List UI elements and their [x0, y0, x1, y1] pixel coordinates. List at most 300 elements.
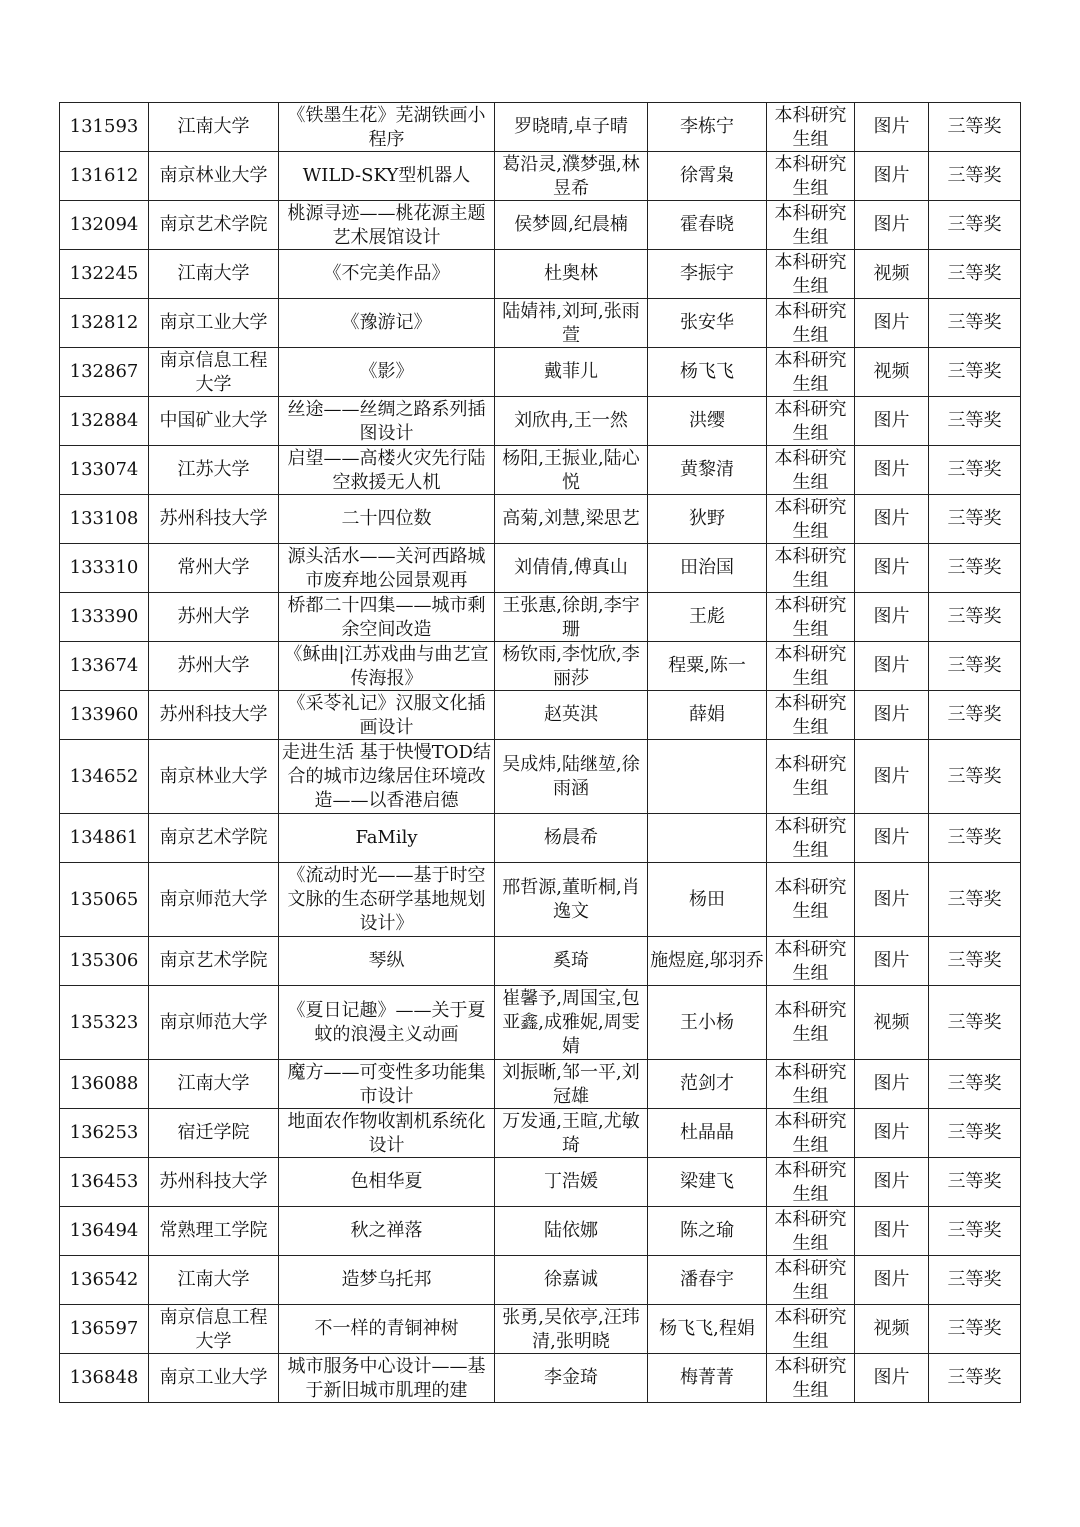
award-cell: [929, 1060, 1021, 1109]
authors-cell-text: 吴成炜,陆继堃,徐雨涵: [502, 753, 640, 799]
school-cell: [149, 446, 279, 495]
id-cell: [60, 1060, 149, 1109]
id-cell-text: 136453: [69, 1171, 139, 1192]
advisor-cell: [648, 1256, 767, 1305]
advisor-cell-text: 狄野: [689, 508, 725, 529]
award-cell-text: 三等奖: [947, 312, 1002, 333]
authors-cell-text: 高菊,刘慧,梁思艺: [502, 508, 640, 529]
type-cell-text: 视频: [873, 1318, 910, 1339]
group-cell: [767, 201, 855, 250]
title-cell: [279, 1256, 495, 1305]
authors-cell: [495, 740, 648, 814]
school-cell: [149, 1256, 279, 1305]
id-cell: [60, 1158, 149, 1207]
title-cell-text: 城市服务中心设计——基于新旧城市肌理的建: [287, 1355, 486, 1401]
group-cell-text: 本科研究生组: [774, 545, 847, 591]
type-cell-text: 图片: [873, 214, 910, 235]
title-cell-text: 秋之禅落: [350, 1220, 423, 1241]
id-cell-text: 132094: [69, 214, 139, 235]
advisor-cell: [648, 986, 767, 1060]
school-cell: [149, 986, 279, 1060]
school-cell-text: 江苏大学: [177, 459, 250, 480]
group-cell-text: 本科研究生组: [774, 300, 847, 346]
group-cell: [767, 1060, 855, 1109]
group-cell-text: 本科研究生组: [774, 496, 847, 542]
authors-cell: [495, 348, 648, 397]
authors-cell: [495, 152, 648, 201]
authors-cell: [495, 1305, 648, 1354]
advisor-cell-text: 李栋宁: [680, 116, 734, 137]
type-cell: [855, 814, 929, 863]
advisor-cell-text: 陈之瑜: [680, 1220, 734, 1241]
table-row: [60, 348, 1021, 397]
title-cell-text: 丝途——丝绸之路系列插图设计: [287, 398, 486, 444]
type-cell: [855, 1109, 929, 1158]
group-cell: [767, 814, 855, 863]
school-cell-text: 江南大学: [177, 1269, 250, 1290]
table-row: [60, 1060, 1021, 1109]
id-cell: [60, 103, 149, 152]
id-cell-text: 136848: [69, 1367, 139, 1388]
advisor-cell: [648, 152, 767, 201]
advisor-cell: [648, 691, 767, 740]
group-cell-text: 本科研究生组: [774, 876, 847, 922]
type-cell: [855, 691, 929, 740]
group-cell: [767, 544, 855, 593]
authors-cell: [495, 814, 648, 863]
group-cell: [767, 397, 855, 446]
group-cell: [767, 937, 855, 986]
award-cell-text: 三等奖: [947, 1269, 1002, 1290]
school-cell-text: 常熟理工学院: [159, 1220, 268, 1241]
type-cell: [855, 1207, 929, 1256]
advisor-cell-text: 程粟,陈一: [668, 655, 746, 676]
school-cell: [149, 250, 279, 299]
award-cell-text: 三等奖: [947, 508, 1002, 529]
advisor-cell-text: 施煜庭,邬羽乔: [650, 950, 764, 971]
id-cell-text: 136597: [69, 1318, 139, 1339]
award-cell-text: 三等奖: [947, 165, 1002, 186]
advisor-cell: [648, 397, 767, 446]
group-cell-text: 本科研究生组: [774, 398, 847, 444]
title-cell-text: 地面农作物收割机系统化设计: [287, 1110, 486, 1156]
group-cell-text: 本科研究生组: [774, 1110, 847, 1156]
type-cell: [855, 299, 929, 348]
table-row: [60, 937, 1021, 986]
group-cell: [767, 1109, 855, 1158]
advisor-cell-text: 杨田: [689, 888, 725, 910]
authors-cell: [495, 201, 648, 250]
group-cell: [767, 593, 855, 642]
type-cell-text: 视频: [873, 361, 910, 382]
id-cell-text: 132884: [69, 410, 139, 431]
advisor-cell: [648, 201, 767, 250]
award-cell-text: 三等奖: [947, 263, 1002, 284]
table-row: [60, 986, 1021, 1060]
group-cell-text: 本科研究生组: [774, 349, 847, 395]
title-cell: [279, 103, 495, 152]
school-cell: [149, 1354, 279, 1403]
type-cell-text: 图片: [873, 410, 910, 431]
school-cell: [149, 593, 279, 642]
group-cell-text: 本科研究生组: [774, 1355, 847, 1401]
id-cell: [60, 642, 149, 691]
school-cell-text: 苏州科技大学: [159, 1171, 268, 1192]
id-cell-text: 135065: [69, 888, 139, 910]
school-cell-text: 南京信息工程大学: [159, 349, 268, 395]
award-cell-text: 三等奖: [947, 655, 1002, 676]
school-cell: [149, 397, 279, 446]
title-cell-text: 二十四位数: [341, 508, 432, 529]
authors-cell-text: 刘倩倩,傅真山: [514, 557, 628, 578]
id-cell: [60, 544, 149, 593]
title-cell: [279, 1109, 495, 1158]
award-cell-text: 三等奖: [947, 1367, 1002, 1388]
id-cell-text: 133674: [69, 655, 139, 676]
advisor-cell: [648, 863, 767, 937]
type-cell: [855, 937, 929, 986]
school-cell: [149, 1109, 279, 1158]
advisor-cell-text: 薛娟: [689, 704, 725, 725]
authors-cell-text: 葛沿灵,濮梦强,林昱希: [502, 153, 640, 199]
authors-cell-text: 崔馨予,周国宝,包亚鑫,成雅妮,周雯婧: [502, 987, 640, 1057]
type-cell: [855, 103, 929, 152]
school-cell: [149, 1158, 279, 1207]
title-cell: [279, 642, 495, 691]
award-cell: [929, 1305, 1021, 1354]
id-cell-text: 136253: [69, 1122, 139, 1143]
table-row: [60, 691, 1021, 740]
school-cell-text: 南京工业大学: [159, 1367, 268, 1388]
type-cell-text: 图片: [873, 557, 910, 578]
school-cell: [149, 544, 279, 593]
table-row: [60, 863, 1021, 937]
group-cell: [767, 103, 855, 152]
table-row: [60, 1354, 1021, 1403]
type-cell-text: 视频: [873, 263, 910, 284]
school-cell-text: 江南大学: [177, 1073, 250, 1094]
authors-cell-text: 丁浩媛: [544, 1171, 598, 1192]
id-cell-text: 131612: [69, 165, 139, 186]
authors-cell-text: 张勇,吴依亭,汪玮清,张明晓: [502, 1306, 640, 1352]
advisor-cell: [648, 593, 767, 642]
id-cell: [60, 299, 149, 348]
group-cell-text: 本科研究生组: [774, 1257, 847, 1303]
id-cell-text: 135306: [69, 950, 139, 971]
title-cell: [279, 1207, 495, 1256]
authors-cell-text: 徐嘉诚: [544, 1269, 598, 1290]
award-cell-text: 三等奖: [947, 557, 1002, 578]
advisor-cell-text: 李振宇: [680, 263, 734, 284]
authors-cell-text: 杜奥林: [544, 263, 598, 284]
award-cell: [929, 937, 1021, 986]
school-cell: [149, 299, 279, 348]
advisor-cell-text: 田治国: [680, 557, 734, 578]
authors-cell: [495, 937, 648, 986]
award-cell: [929, 814, 1021, 863]
id-cell: [60, 1207, 149, 1256]
authors-cell-text: 刘欣冉,王一然: [514, 410, 628, 431]
award-cell-text: 三等奖: [947, 361, 1002, 382]
group-cell: [767, 495, 855, 544]
title-cell-text: 启望——高楼火灾先行陆空救援无人机: [287, 447, 486, 493]
school-cell: [149, 152, 279, 201]
title-cell-text: 《影》: [359, 361, 414, 382]
table-row: [60, 1158, 1021, 1207]
title-cell: [279, 691, 495, 740]
advisor-cell: [648, 1109, 767, 1158]
authors-cell: [495, 250, 648, 299]
advisor-cell-text: 王彪: [689, 606, 725, 627]
group-cell: [767, 986, 855, 1060]
advisor-cell-text: 霍春晓: [680, 214, 734, 235]
id-cell: [60, 1109, 149, 1158]
title-cell-text: 魔方——可变性多功能集市设计: [287, 1061, 486, 1107]
authors-cell-text: 陆婧祎,刘珂,张雨萱: [502, 300, 640, 346]
type-cell-text: 图片: [873, 888, 910, 910]
type-cell-text: 图片: [873, 1122, 910, 1143]
advisor-cell: [648, 495, 767, 544]
id-cell-text: 133310: [69, 557, 139, 578]
id-cell-text: 134861: [69, 827, 139, 848]
id-cell: [60, 397, 149, 446]
award-cell-text: 三等奖: [947, 459, 1002, 480]
school-cell: [149, 201, 279, 250]
table-row: [60, 1207, 1021, 1256]
school-cell: [149, 103, 279, 152]
id-cell: [60, 250, 149, 299]
title-cell-text: 造梦乌托邦: [341, 1269, 432, 1290]
type-cell: [855, 397, 929, 446]
title-cell: [279, 201, 495, 250]
authors-cell-text: 刘振晰,邹一平,刘冠雄: [502, 1061, 640, 1107]
advisor-cell: [648, 103, 767, 152]
title-cell-text: 源头活水——关河西路城市废弃地公园景观再: [287, 545, 486, 591]
group-cell: [767, 740, 855, 814]
type-cell: [855, 495, 929, 544]
table-row: [60, 1109, 1021, 1158]
type-cell: [855, 1354, 929, 1403]
authors-cell: [495, 1109, 648, 1158]
id-cell-text: 132867: [69, 361, 139, 382]
advisor-cell: [648, 446, 767, 495]
award-cell: [929, 1256, 1021, 1305]
school-cell: [149, 1207, 279, 1256]
table-row: [60, 740, 1021, 814]
award-cell: [929, 348, 1021, 397]
advisor-cell-text: 范剑才: [680, 1073, 734, 1094]
award-cell: [929, 152, 1021, 201]
group-cell-text: 本科研究生组: [774, 1061, 847, 1107]
award-cell-text: 三等奖: [947, 888, 1002, 910]
award-cell: [929, 397, 1021, 446]
advisor-cell-text: 杨飞飞,程娟: [659, 1318, 755, 1339]
type-cell-text: 图片: [873, 1073, 910, 1094]
group-cell-text: 本科研究生组: [774, 251, 847, 297]
advisor-cell-text: 梁建飞: [680, 1171, 734, 1192]
id-cell-text: 131593: [69, 116, 139, 137]
group-cell: [767, 250, 855, 299]
table-row: [60, 201, 1021, 250]
title-cell: [279, 299, 495, 348]
type-cell: [855, 152, 929, 201]
title-cell: [279, 348, 495, 397]
school-cell: [149, 1305, 279, 1354]
type-cell-text: 图片: [873, 606, 910, 627]
table-row: [60, 299, 1021, 348]
title-cell: [279, 814, 495, 863]
type-cell: [855, 642, 929, 691]
title-cell: [279, 593, 495, 642]
id-cell-text: 133390: [69, 606, 139, 627]
award-cell-text: 三等奖: [947, 704, 1002, 725]
advisor-cell-text: 洪缨: [689, 410, 725, 431]
advisor-cell-text: 黄黎清: [680, 459, 734, 480]
title-cell: [279, 495, 495, 544]
advisor-cell: [648, 1207, 767, 1256]
group-cell-text: 本科研究生组: [774, 938, 847, 984]
type-cell-text: 图片: [873, 165, 910, 186]
award-cell: [929, 103, 1021, 152]
title-cell-text: 《豫游记》: [341, 312, 432, 333]
group-cell-text: 本科研究生组: [774, 202, 847, 248]
title-cell-text: FaMily: [355, 827, 418, 848]
advisor-cell: [648, 250, 767, 299]
group-cell-text: 本科研究生组: [774, 815, 847, 861]
group-cell-text: 本科研究生组: [774, 753, 847, 799]
group-cell: [767, 1256, 855, 1305]
id-cell: [60, 348, 149, 397]
title-cell-text: 色相华夏: [350, 1171, 423, 1192]
award-cell: [929, 986, 1021, 1060]
award-cell-text: 三等奖: [947, 606, 1002, 627]
advisor-cell: [648, 740, 767, 814]
award-cell-text: 三等奖: [947, 827, 1002, 848]
type-cell: [855, 740, 929, 814]
advisor-cell: [648, 642, 767, 691]
id-cell-text: 133960: [69, 704, 139, 725]
school-cell: [149, 937, 279, 986]
title-cell: [279, 544, 495, 593]
authors-cell: [495, 1207, 648, 1256]
authors-cell-text: 李金琦: [544, 1367, 598, 1388]
type-cell-text: 图片: [873, 950, 910, 971]
award-cell: [929, 863, 1021, 937]
authors-cell: [495, 593, 648, 642]
table-row: [60, 103, 1021, 152]
id-cell: [60, 495, 149, 544]
authors-cell: [495, 1060, 648, 1109]
id-cell-text: 135323: [69, 1011, 139, 1033]
award-cell: [929, 495, 1021, 544]
id-cell-text: 136542: [69, 1269, 139, 1290]
authors-cell-text: 万发通,王暄,尤敏琦: [502, 1110, 640, 1156]
type-cell-text: 图片: [873, 765, 910, 787]
award-cell: [929, 593, 1021, 642]
title-cell-text: 琴纵: [368, 950, 405, 971]
table-row: [60, 250, 1021, 299]
type-cell: [855, 446, 929, 495]
award-cell: [929, 642, 1021, 691]
group-cell: [767, 1354, 855, 1403]
title-cell-text: 《夏日记趣》——关于夏蚊的浪漫主义动画: [287, 999, 486, 1045]
title-cell: [279, 446, 495, 495]
school-cell: [149, 348, 279, 397]
group-cell-text: 本科研究生组: [774, 999, 847, 1045]
authors-cell: [495, 863, 648, 937]
table-row: [60, 1256, 1021, 1305]
title-cell-text: WILD-SKY型机器人: [302, 165, 471, 186]
id-cell-text: 136088: [69, 1073, 139, 1094]
group-cell-text: 本科研究生组: [774, 447, 847, 493]
authors-cell-text: 杨阳,王振业,陆心悦: [502, 447, 640, 493]
id-cell: [60, 593, 149, 642]
id-cell-text: 132812: [69, 312, 139, 333]
school-cell-text: 南京林业大学: [159, 765, 268, 787]
school-cell-text: 苏州大学: [177, 606, 250, 627]
title-cell: [279, 740, 495, 814]
results-table-body: [60, 103, 1021, 1403]
title-cell: [279, 863, 495, 937]
title-cell-text: 走进生活 基于快慢TOD结合的城市边缘居住环境改造——以香港启德: [282, 741, 491, 811]
school-cell-text: 常州大学: [177, 557, 250, 578]
group-cell: [767, 1158, 855, 1207]
award-cell: [929, 691, 1021, 740]
advisor-cell-text: 杨飞飞: [680, 361, 734, 382]
id-cell: [60, 937, 149, 986]
school-cell: [149, 863, 279, 937]
advisor-cell-text: 杜晶晶: [680, 1122, 734, 1143]
group-cell: [767, 152, 855, 201]
group-cell-text: 本科研究生组: [774, 153, 847, 199]
id-cell: [60, 152, 149, 201]
id-cell: [60, 1354, 149, 1403]
type-cell: [855, 593, 929, 642]
school-cell-text: 南京林业大学: [159, 165, 268, 186]
award-cell-text: 三等奖: [947, 116, 1002, 137]
group-cell: [767, 1305, 855, 1354]
title-cell-text: 《稣曲|江苏戏曲与曲艺宣传海报》: [284, 643, 489, 689]
school-cell-text: 南京师范大学: [159, 888, 268, 910]
authors-cell: [495, 642, 648, 691]
group-cell: [767, 299, 855, 348]
group-cell: [767, 691, 855, 740]
award-cell-text: 三等奖: [947, 765, 1002, 787]
authors-cell: [495, 495, 648, 544]
advisor-cell: [648, 1305, 767, 1354]
id-cell: [60, 814, 149, 863]
award-cell: [929, 1207, 1021, 1256]
group-cell-text: 本科研究生组: [774, 692, 847, 738]
type-cell-text: 图片: [873, 508, 910, 529]
table-row: [60, 152, 1021, 201]
award-cell-text: 三等奖: [947, 1220, 1002, 1241]
group-cell-text: 本科研究生组: [774, 643, 847, 689]
group-cell-text: 本科研究生组: [774, 1208, 847, 1254]
type-cell-text: 视频: [873, 1011, 910, 1033]
award-cell-text: 三等奖: [947, 950, 1002, 971]
title-cell: [279, 937, 495, 986]
advisor-cell: [648, 299, 767, 348]
title-cell-text: 《铁墨生花》芜湖铁画小程序: [287, 104, 486, 150]
type-cell: [855, 348, 929, 397]
title-cell: [279, 152, 495, 201]
type-cell: [855, 250, 929, 299]
advisor-cell: [648, 348, 767, 397]
title-cell-text: 《不完美作品》: [323, 263, 450, 284]
group-cell: [767, 863, 855, 937]
id-cell-text: 133108: [69, 508, 139, 529]
